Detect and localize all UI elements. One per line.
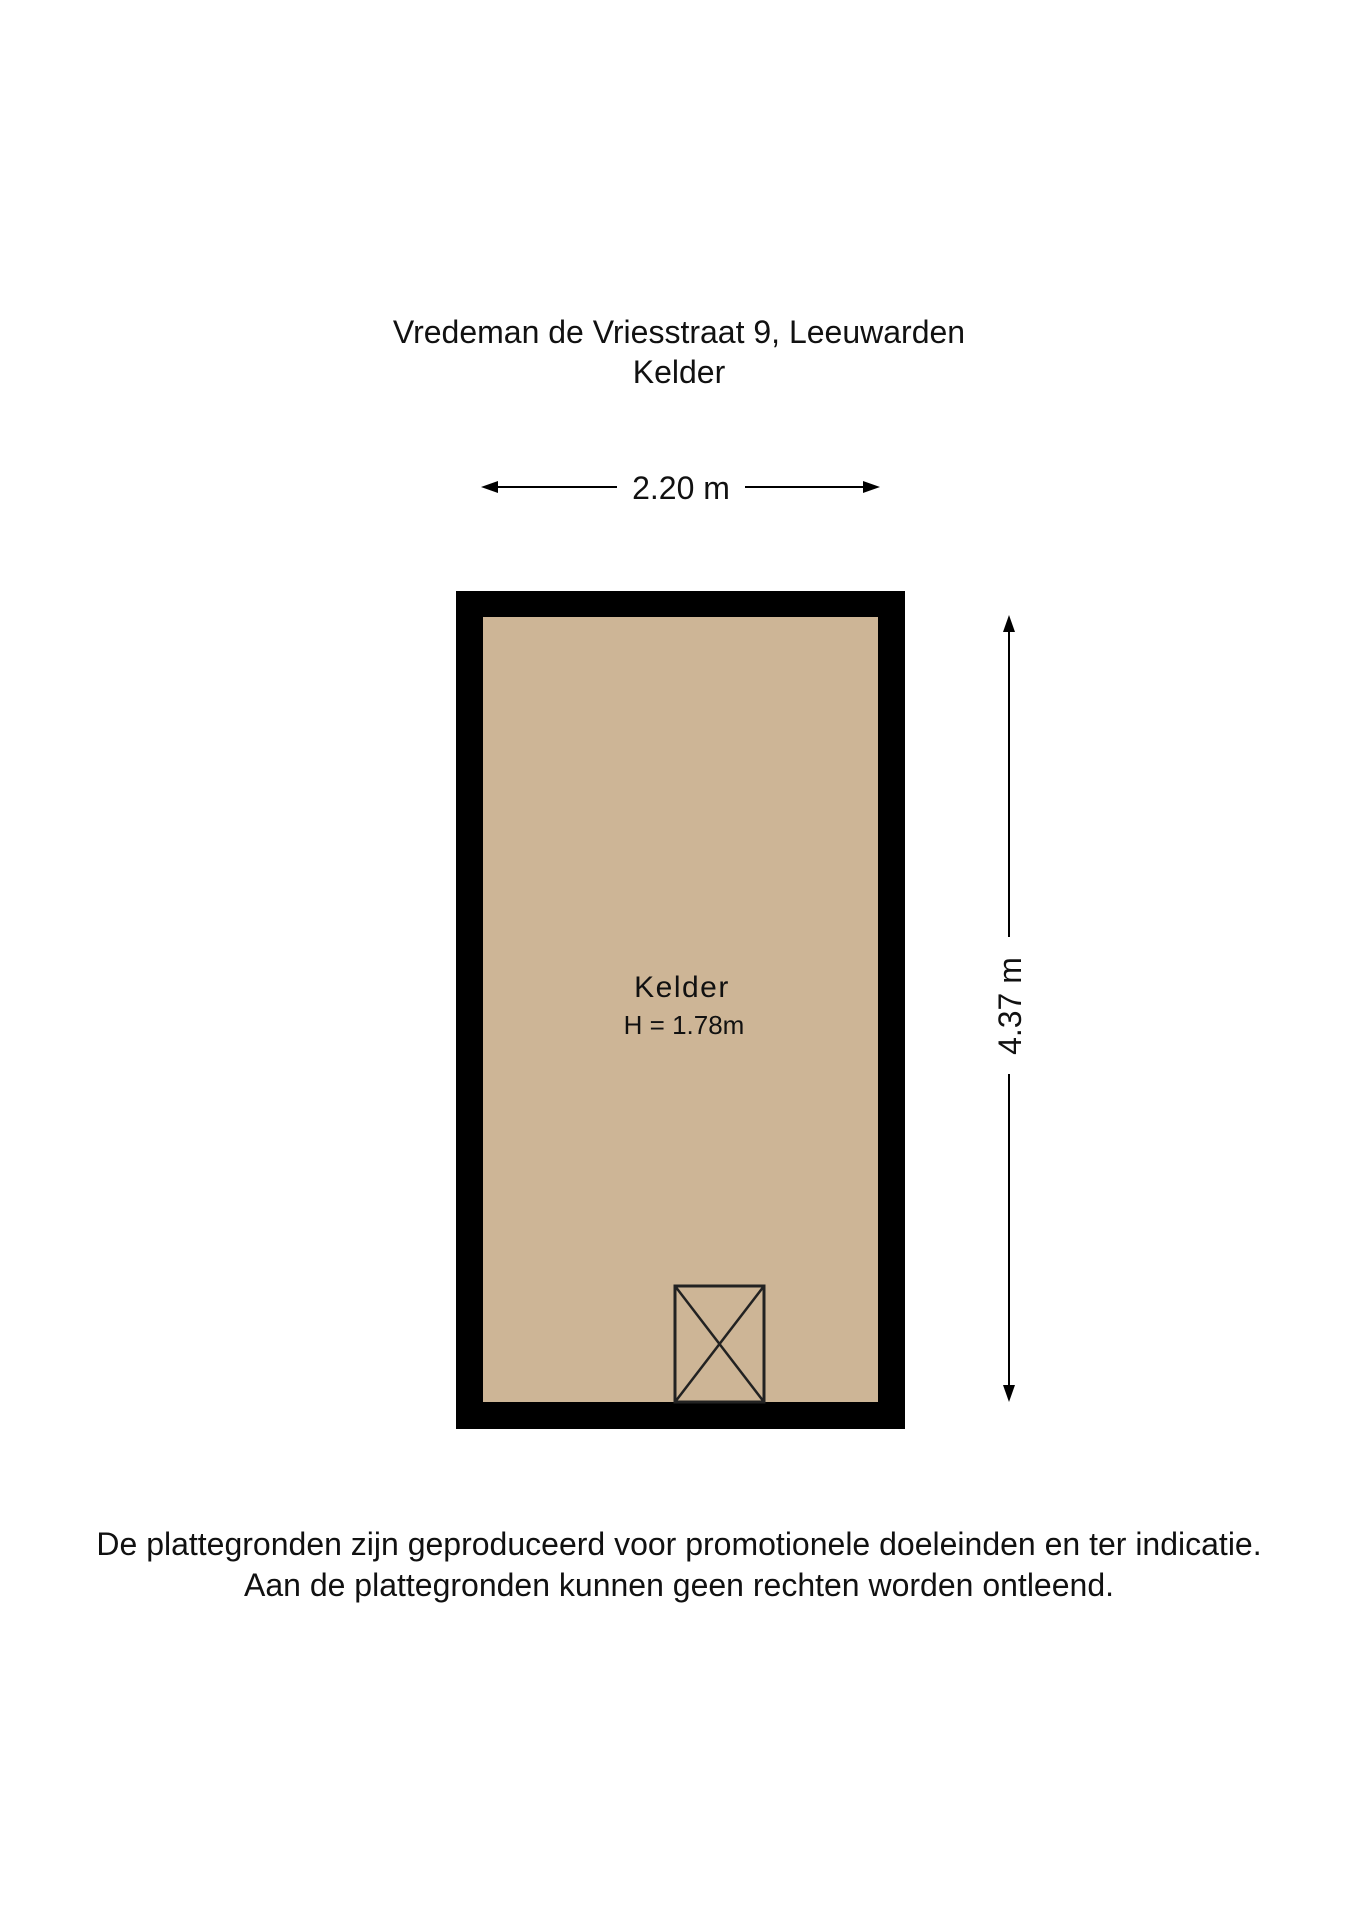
width-dimension — [481, 470, 880, 506]
room-name-label: Kelder — [634, 971, 730, 1004]
disclaimer — [0, 1524, 1358, 1606]
width-arrow-left-icon — [481, 481, 498, 493]
room-height-label: H = 1.78m — [623, 1010, 745, 1040]
depth-arrow-up-icon — [1003, 615, 1015, 632]
width-arrow-right-icon — [863, 481, 880, 493]
disclaimer-line-2: Aan de plattegronden kunnen geen rechten worden ontleend. — [243, 1567, 1114, 1603]
depth-dimension-label: 4.37 m — [992, 957, 1028, 1055]
disclaimer-line-1: De plattegronden zijn geproduceerd voor promotionele doeleinden en ter indicatie. — [96, 1526, 1262, 1562]
depth-arrow-down-icon — [1003, 1385, 1015, 1402]
floor-title: Kelder — [632, 354, 726, 390]
width-dimension-label: 2.20 m — [632, 470, 730, 506]
depth-dimension — [992, 615, 1028, 1402]
room-kelder — [456, 591, 905, 1429]
address-title: Vredeman de Vriesstraat 9, Leeuwarden — [392, 314, 966, 350]
